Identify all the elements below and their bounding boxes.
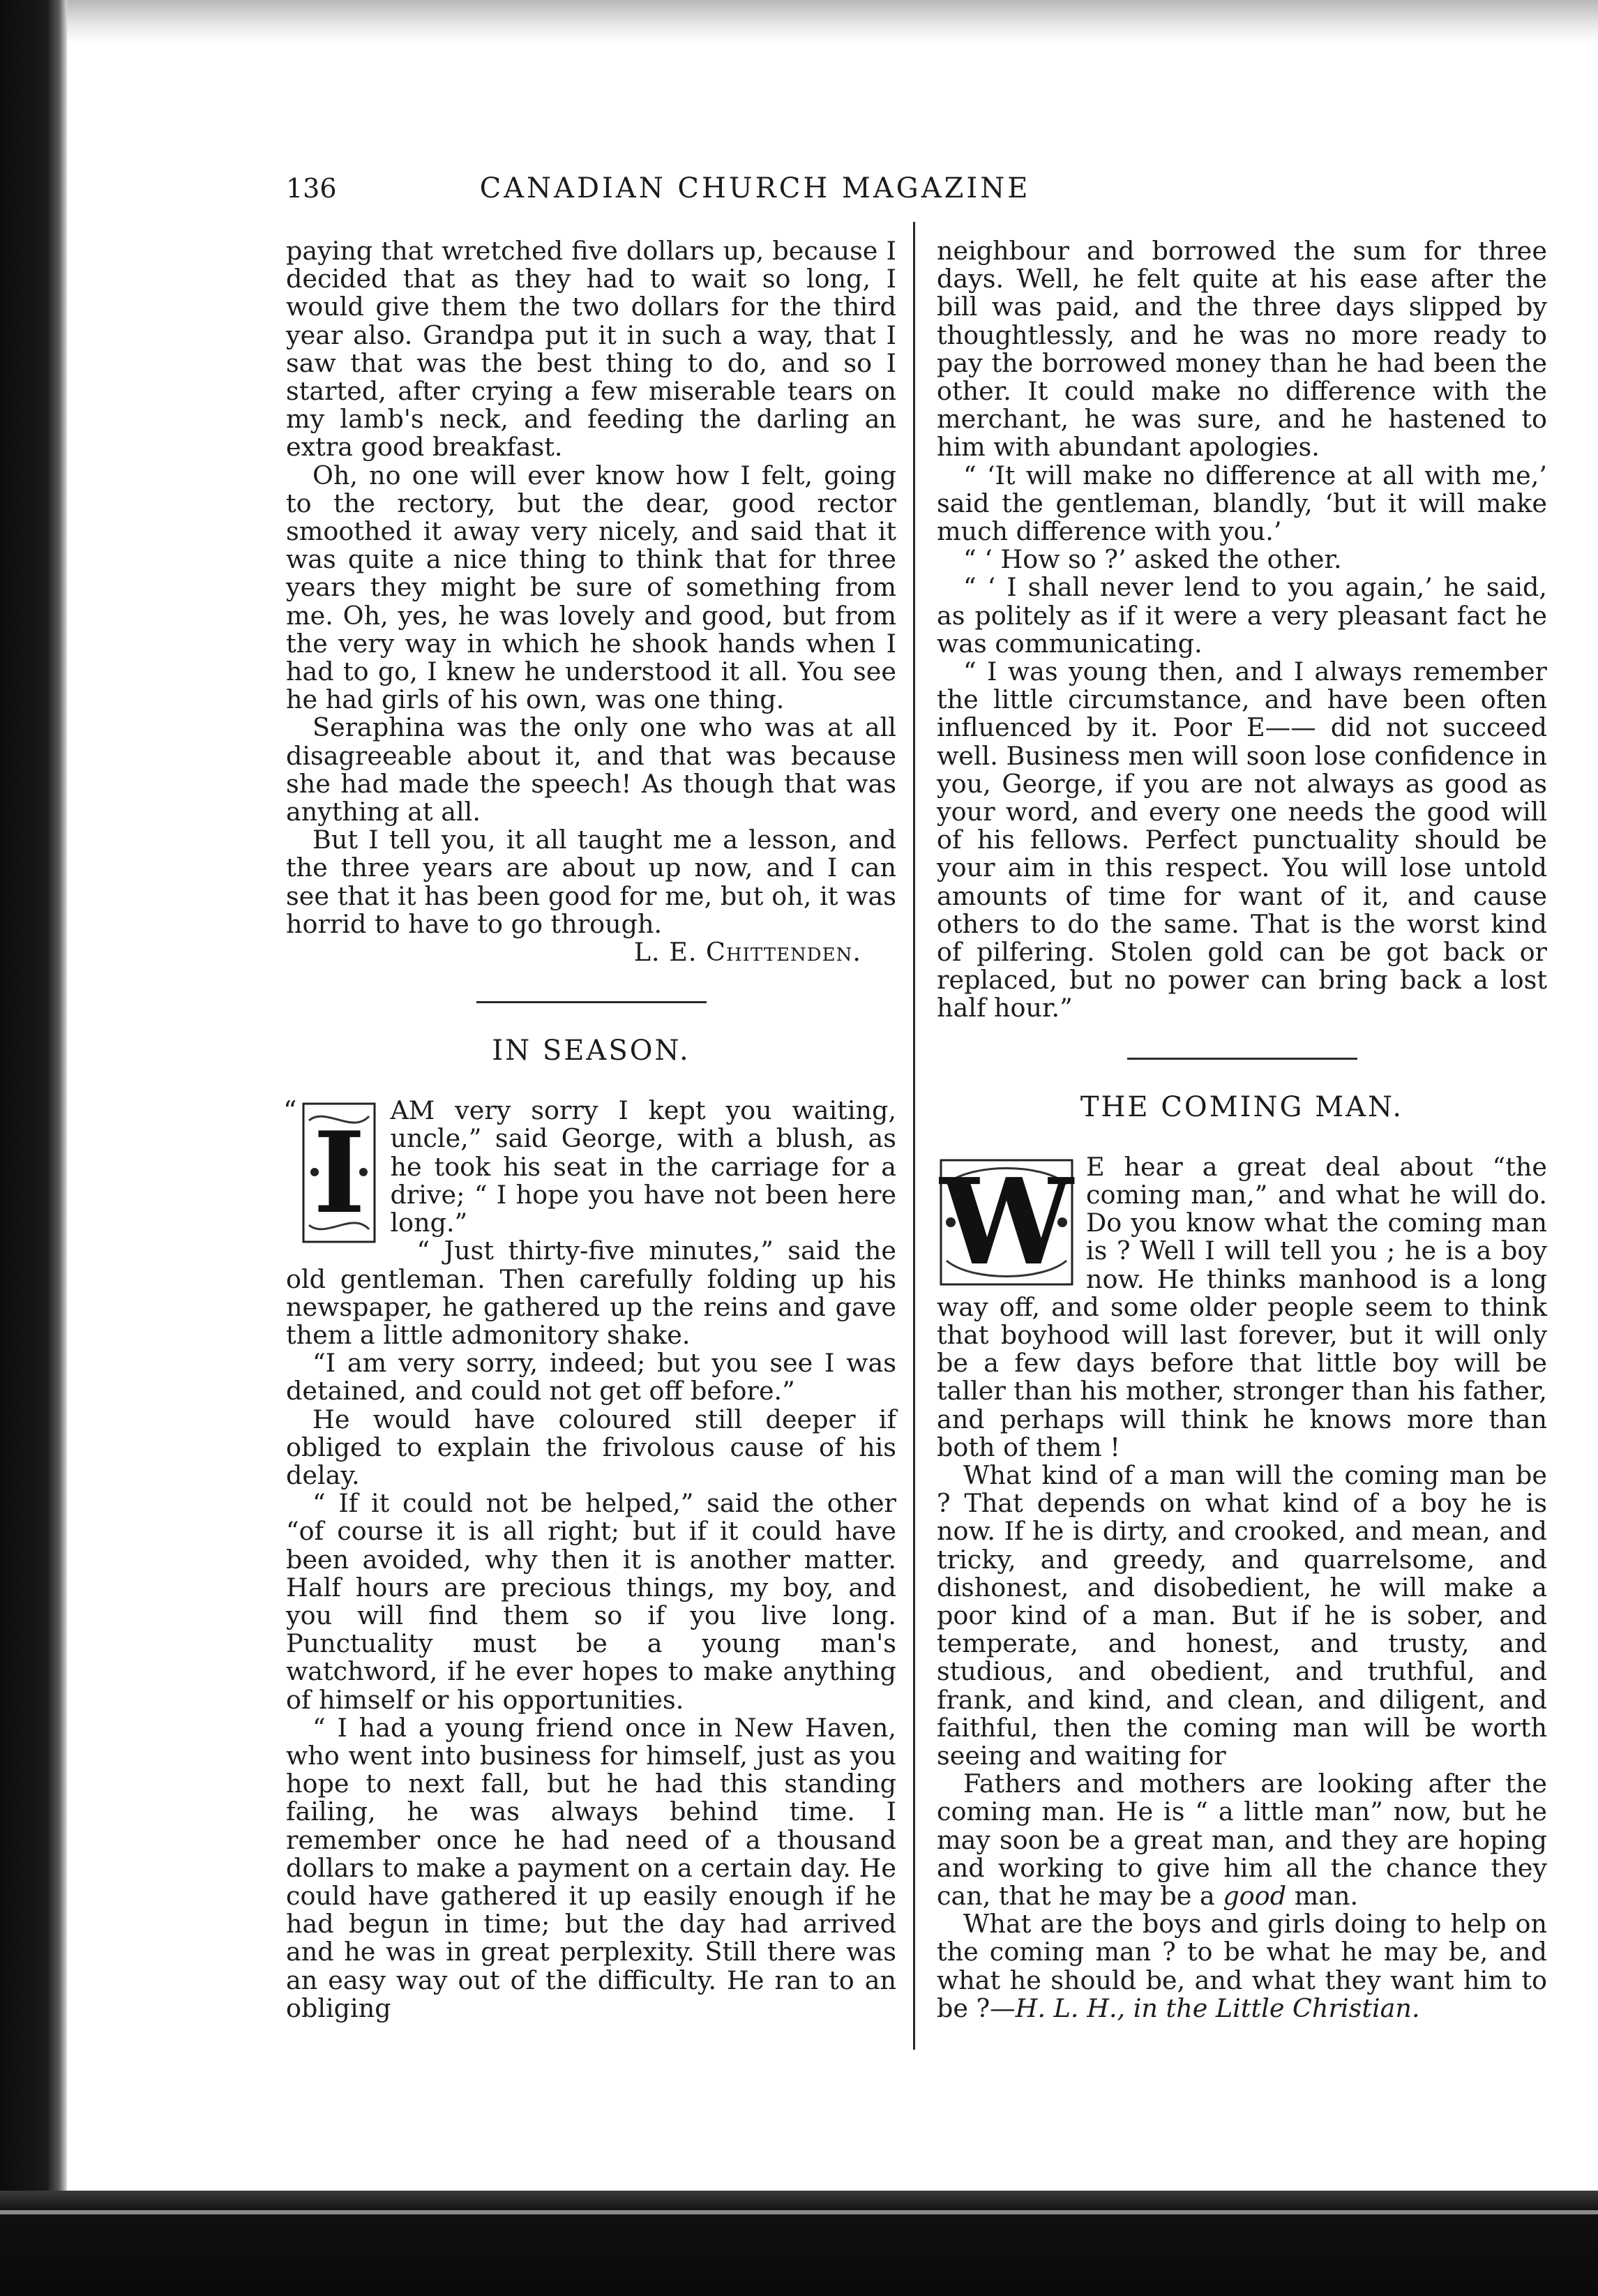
decorative-dropcap-w — [937, 1152, 1076, 1292]
dropcap-letter: W — [940, 1152, 1073, 1292]
paragraph: neighbour and borrowed the sum for three days. Well, he felt quite at his ease after the bill was paid, and the three days slipped by thoughtlessly, and he was no more ready to pay the borrowed money than he had been the other. It could make no difference with the merchant, he was sure, and he hastened to him with abundant apologies. — [937, 236, 1547, 463]
scan-edge-top — [67, 0, 1598, 43]
scan-edge-bottom — [0, 2191, 1598, 2296]
first-paragraph — [937, 1153, 1547, 1462]
section-title-in-season: IN SEASON. — [492, 1035, 691, 1067]
paragraph: paying that wretched five dollars up, because I decided that as they had to wait so long, I would give them the two dollars for the third year also. Grandpa put it in such a way, that I saw that was the best thing to do, and so I started, after crying a few miserable tears on my lamb's neck, and feeding the darling an extra good breakfast. — [286, 236, 896, 463]
paragraph: Oh, no one will ever know how I felt, going to the rectory, but the dear, good rector smoothed it away very nicely, and said that it was quite a nice thing to think that for three years they might be sure of something from me. Oh, yes, he was lovely and good, but from the very way in which he shook hands when I had to go, I knew he understood it all. You see he had girls of his own, was one thing. — [286, 460, 896, 715]
paragraph: “I am very sorry, indeed; but you see I was detained, and could not get off before.” — [286, 1348, 896, 1406]
paragraph: “ I had a young friend once in New Haven, who went into business for himself, just as you hope to next fall, but he had this standing failing, he was always behind time. I remember once he had need of a thousand dollars to make a payment on a certain day. He could have gathered it up easily enough if he had begun in time; but the day had arrived and he was in great perplexity. Still there was an easy way out of the difficulty. He ran to an obliging — [286, 1712, 896, 2023]
paragraph: “ ‘ How so ?’ asked the other. — [963, 544, 1342, 575]
paragraph-text: Fathers and mothers are looking after the coming man. He is “ a little man” now, but he may soon be a great man, and they are hoping and working to give him all the chance they can, that he may be a — [937, 1769, 1547, 1911]
first-paragraph-text: AM very sorry I kept you waiting, uncle,” said George, with a blush, as he took his seat in the carriage for a drive; “ I hope you have not been here long.” — [390, 1095, 896, 1238]
first-paragraph-text: E hear a great deal about “the coming man,” and what he will do. Do you know what the coming man is ? Well I will tell you ; he is a boy now. He thinks manhood is a long way off, and some older people seem to think that boyhood will last forever, but it will only be a few days before that little boy will be taller than his mother, stronger than his father, and perhaps will think he knows more than both of them ! — [937, 1151, 1547, 1462]
right-column — [937, 237, 1547, 2023]
first-paragraph — [283, 1095, 896, 1239]
paragraph: “ I was young then, and I always remember the little circumstance, and have been often influenced by it. Poor E—— did not succeed well. Business men will soon lose confidence in you, George, if you are not always as good as your word, and every one needs the good will of his fellows. Perfect punctuality should be your aim in this respect. You will lose untold amounts of time for want of it, and cause others to do the same. That is the worst kind of pilfering. Stolen gold can be got back or replaced, but no power can bring back a lost half hour.” — [937, 656, 1547, 1023]
paragraph — [937, 1770, 1547, 1910]
paragraph-tail: man. — [1286, 1880, 1359, 1911]
column-divider — [913, 222, 915, 2050]
paragraph: He would have coloured still deeper if obliged to explain the frivolous cause of his delay. — [286, 1404, 896, 1490]
scan-edge-left — [0, 0, 67, 2296]
author-signature: L. E. Chittenden. — [633, 937, 861, 968]
opening-quote: “ — [283, 1095, 297, 1127]
paragraph: “ If it could not be helped,” said the other “of course it is all right; but if it could have been avoided, why then it is another matter. Half hours are precious things, my boy, and you will find them so if you live long. Punctuality must be a young man's watchword, if he ever hopes to make anything of himself or his opportunities. — [286, 1488, 896, 1715]
page-header — [286, 167, 1224, 209]
paragraph: “ ‘ I shall never lend to you again,’ he said, as politely as if it were a very pleasant fact he was communicating. — [937, 572, 1547, 659]
paragraph: “ ‘It will make no difference at all with me,’ said the gentleman, blandly, ‘but it will make much difference with you.’ — [937, 460, 1547, 547]
dropcap-letter: I — [313, 1107, 365, 1239]
paragraph: Seraphina was the only one who was at all disagreeable about it, and that was because she had made the speech! As though that was anything at all. — [286, 712, 896, 827]
paragraph — [937, 1910, 1547, 2023]
left-column — [283, 236, 896, 2023]
section-rule — [476, 1001, 707, 1003]
paragraph: But I tell you, it all taught me a lesson, and the three years are about up now, and I can see that it has been good for me, but oh, it was horrid to have to go through. — [286, 825, 896, 939]
paragraph: What kind of a man will the coming man be ? That depends on what kind of a boy he is now. If he is dirty, and crooked, and mean, and tricky, and greedy, and quarrelsome, and dishonest, and disobedient, he will make a poor kind of a man. But if he is sober, and temperate, and honest, and trusty, and studious, and obedient, and truthful, and frank, and kind, and clean, and diligent, and faithful, then the coming man will be worth seeing and waiting for — [937, 1460, 1547, 1771]
paragraph: “ Just thirty-five minutes,” said the old gentleman. Then carefully folding up his newspaper, he gathered up the reins and gave them a little admonitory shake. — [286, 1236, 896, 1350]
section-rule — [1127, 1058, 1357, 1060]
paragraph-text: What are the boys and girls doing to help on the coming man ? to be what he may be, and what he should be, and what they want him to be ?— — [937, 1909, 1547, 2023]
running-title: CANADIAN CHURCH MAGAZINE — [479, 172, 1031, 204]
section-title-coming-man: THE COMING MAN. — [1080, 1090, 1404, 1123]
attribution: H. L. H., in the Little Christian. — [1015, 1993, 1420, 2023]
page-number: 136 — [286, 173, 337, 204]
decorative-dropcap-i — [298, 1100, 380, 1246]
emphasized-word: good — [1223, 1880, 1287, 1911]
